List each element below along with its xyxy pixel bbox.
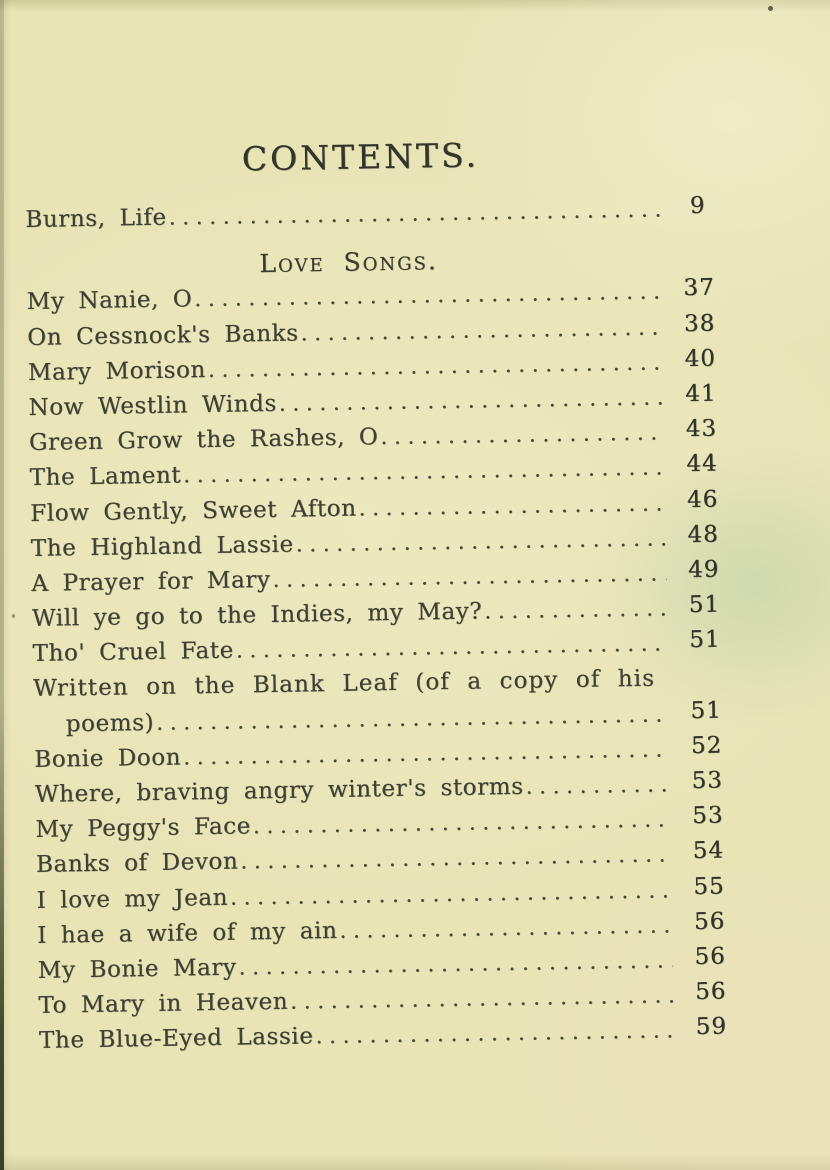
- toc-page-number: 40: [684, 345, 717, 372]
- toc-entry-title: Will ye go to the Indies, my May?: [31, 598, 483, 633]
- toc-leader-dots: [300, 310, 662, 351]
- toc-page-number: 55: [693, 873, 725, 900]
- toc-entry-title: Green Grow the Rashes, O: [28, 424, 379, 457]
- toc-page-number: 38: [683, 310, 716, 337]
- toc-entry-title: My Bonie Mary: [37, 954, 237, 984]
- toc-page-number: 51: [690, 697, 722, 724]
- toc-entry-title: poems): [65, 709, 155, 738]
- toc-page-number: 56: [694, 978, 727, 1006]
- toc-entry-title: Banks of Devon: [35, 848, 239, 879]
- toc-entry-title: I hae a wife of my ain: [37, 917, 338, 949]
- toc-entry-title: Mary Morison: [27, 356, 207, 386]
- toc-page-number: 9: [689, 192, 706, 219]
- toc-entry-title: Burns, Life: [25, 204, 167, 233]
- toc-entry-title: To Mary in Heaven: [38, 988, 289, 1020]
- toc-entry-title: Written on the Blank Leaf (of a copy of his: [32, 666, 656, 703]
- toc-entry-title: A Prayer for Mary: [31, 566, 271, 597]
- contents-page: [24, 126, 739, 1059]
- toc-page-number: 53: [691, 802, 724, 830]
- toc-page-number: 43: [685, 415, 718, 443]
- toc-leader-dots: [484, 591, 667, 629]
- dust-speck: [768, 6, 773, 11]
- toc-entry-title: The Blue-Eyed Lassie: [38, 1023, 314, 1055]
- table-of-contents: [25, 191, 739, 1059]
- dust-speck: [12, 614, 15, 618]
- toc-page-number: 52: [690, 732, 723, 759]
- toc-page-number: 44: [686, 450, 718, 478]
- toc-page-number: 37: [683, 274, 715, 302]
- toc-section-heading: Love Songs.: [259, 246, 439, 279]
- toc-entry-title: Bonie Doon: [34, 744, 182, 773]
- toc-page-number: 56: [694, 943, 727, 970]
- page-left-edge-shadow: [0, 0, 4, 1170]
- toc-entry-title: My Peggy's Face: [35, 813, 252, 844]
- toc-entry-title: Tho' Cruel Fate: [32, 637, 235, 668]
- toc-page-number: 41: [684, 380, 717, 408]
- toc-leader-dots: [339, 908, 672, 949]
- toc-page-number: 51: [689, 626, 721, 654]
- toc-page-number: 46: [686, 486, 719, 513]
- toc-entry-title: I love my Jean: [36, 884, 229, 914]
- toc-entry-title: Flow Gently, Sweet Afton: [30, 495, 357, 527]
- toc-page-number: 59: [695, 1013, 728, 1041]
- toc-entry-title: The Highland Lassie: [30, 531, 294, 562]
- toc-leader-dots: [315, 1014, 674, 1055]
- contents-title: CONTENTS.: [241, 135, 480, 179]
- toc-entry-title: My Nanie, O: [26, 286, 193, 316]
- toc-page-number: 48: [687, 521, 720, 548]
- toc-entry-title: On Cessnock's Banks: [27, 320, 299, 351]
- toc-leader-dots: [358, 486, 665, 526]
- toc-page-number: 54: [692, 837, 725, 865]
- toc-leader-dots: [525, 767, 670, 805]
- toc-entry-title: The Lament: [29, 462, 182, 492]
- toc-page-number: 53: [691, 767, 724, 795]
- toc-page-number: 56: [693, 908, 726, 935]
- toc-entry-title: Where, braving angry winter's storms: [34, 773, 524, 808]
- toc-page-number: 49: [687, 556, 720, 583]
- toc-entry-title: Now Westlin Winds: [28, 390, 278, 421]
- toc-page-number: 51: [688, 591, 721, 619]
- toc-leader-dots: [380, 416, 664, 456]
